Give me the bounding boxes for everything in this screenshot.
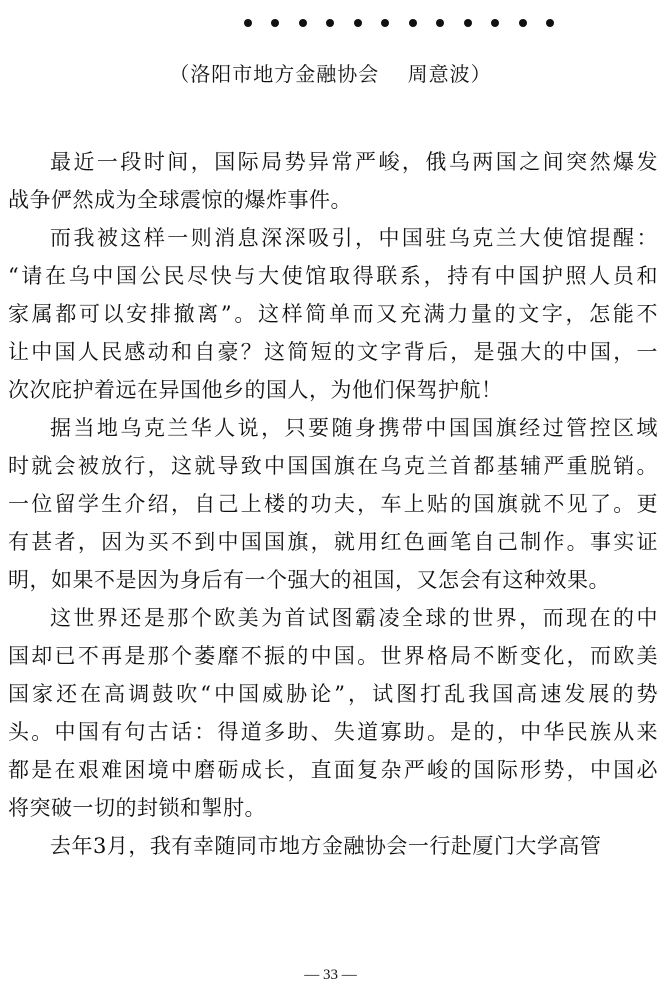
dot-ornament: [326, 19, 334, 27]
dot-ornament: [464, 19, 472, 27]
text-line: 去年3月，我有幸随同市地方金融协会一行赴厦门大学高管: [50, 834, 602, 858]
dot-ornament: [271, 19, 279, 27]
dot-ornament: [436, 19, 444, 27]
dot-ornament: [244, 19, 252, 27]
text-line: 时就会被放行，这就导致中国国旗在乌克兰首都基辅严重脱销。: [8, 454, 658, 478]
text-line: 最近一段时间，国际局势异常严峻，俄乌两国之间突然爆发: [50, 150, 658, 174]
text-line: 据当地乌克兰华人说，只要随身携带中国国旗经过管控区域: [50, 416, 658, 440]
text-line: 战争俨然成为全球震惊的爆炸事件。: [8, 188, 352, 212]
text-line: 国家还在高调鼓吹“中国威胁论”，试图打乱我国高速发展的势: [8, 682, 658, 706]
text-line: 让中国人民感动和自豪？这简短的文字背后，是强大的中国，一: [8, 340, 658, 364]
dot-ornament: [381, 19, 389, 27]
text-line: “请在乌中国公民尽快与大使馆取得联系，持有中国护照人员和: [8, 264, 658, 288]
text-line: 国却已不再是那个萎靡不振的中国。世界格局不断变化，而欧美: [8, 644, 658, 668]
text-line: 头。中国有句古话：得道多助、失道寡助。是的，中华民族从来: [8, 720, 658, 744]
author-byline: （洛阳市地方金融协会 周意波）: [169, 62, 492, 86]
text-line: 将突破一切的封锁和掣肘。: [8, 796, 266, 820]
text-line: 而我被这样一则消息深深吸引，中国驻乌克兰大使馆提醒：: [50, 226, 658, 250]
dot-ornament: [354, 19, 362, 27]
text-line: 这世界还是那个欧美为首试图霸凌全球的世界，而现在的中: [50, 606, 658, 630]
dot-ornament: [546, 19, 554, 27]
dot-ornament: [299, 19, 307, 27]
dot-ornament: [519, 19, 527, 27]
decorative-dot-row: [244, 19, 554, 27]
text-line: 家属都可以安排撤离”。这样简单而又充满力量的文字，怎能不: [8, 302, 658, 326]
text-line: 有甚者，因为买不到中国国旗，就用红色画笔自己制作。事实证: [8, 530, 658, 554]
text-line: 都是在艰难困境中磨砺成长，直面复杂严峻的国际形势，中国必: [8, 758, 658, 782]
text-line: 次次庇护着远在异国他乡的国人，为他们保驾护航！: [8, 378, 503, 402]
page-number: — 33 —: [304, 967, 357, 983]
article-body: [8, 143, 658, 865]
dot-ornament: [409, 19, 417, 27]
text-line: 一位留学生介绍，自己上楼的功夫，车上贴的国旗就不见了。更: [8, 492, 658, 516]
dot-ornament: [491, 19, 499, 27]
text-line: 明，如果不是因为身后有一个强大的祖国，又怎会有这种效果。: [8, 568, 610, 592]
